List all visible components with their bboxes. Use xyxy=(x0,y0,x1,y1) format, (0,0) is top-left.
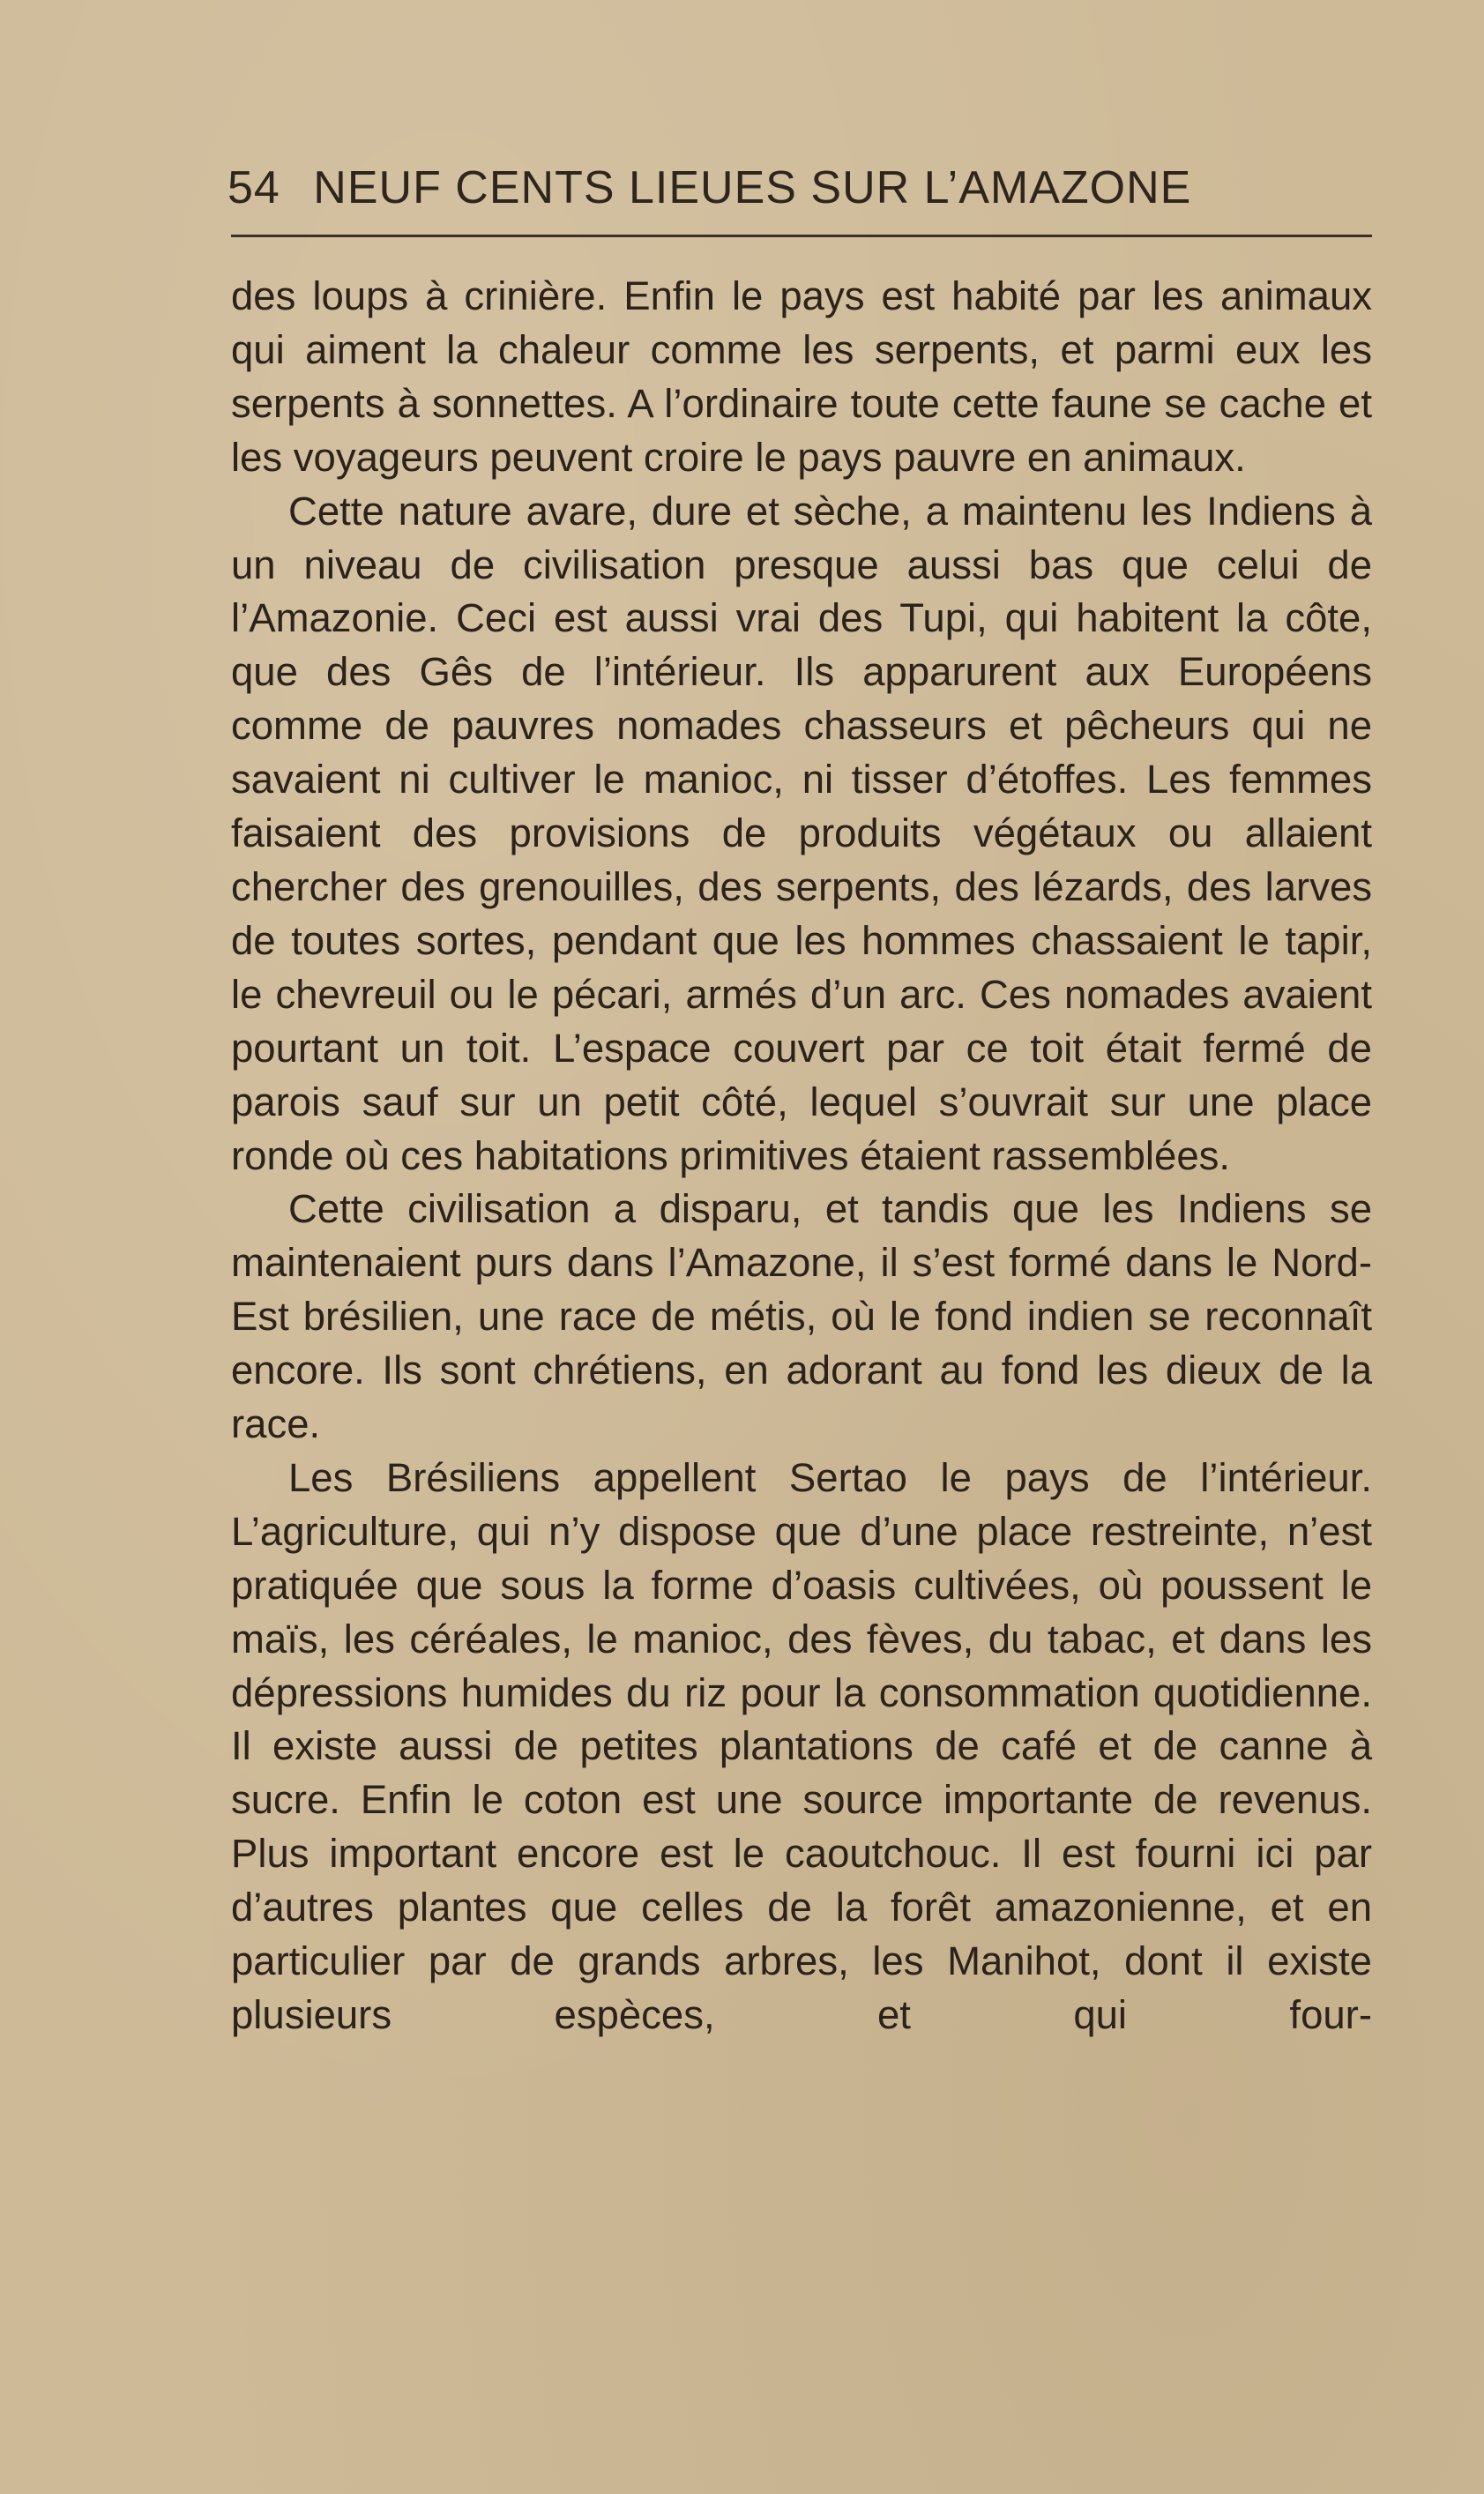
paragraph-4: Les Brésiliens appellent Sertao le pays de l’intérieur. L’agriculture, qui n’y dispose que d’une place restreinte, n’est pratiquée que sous la forme d’oasis cultivées, où poussent le maïs, les céréales, le manioc, des fèves, du tabac, et dans les dépressions humides du riz pour la consommation quotidienne. Il existe aussi de petites plantations de café et de canne à sucre. Enfin le coton est une source importante de revenus. Plus important encore est le caoutchouc. Il est fourni ici par d’autres plantes que celles de la forêt amazonienne, et en particulier par de grands arbres, les Manihot, dont il existe plusieurs espèces, et qui four- xyxy=(231,1454,1372,2037)
paragraph-1: des loups à crinière. Enfin le pays est habité par les animaux qui aiment la chaleur comme les serpents, et parmi eux les serpents à sonnettes. A l’ordinaire toute cette faune se cache et les voyageurs peuvent croire le pays pauvre en animaux. xyxy=(231,273,1372,480)
page-number: 54 xyxy=(227,162,280,213)
paragraph-2: Cette nature avare, dure et sèche, a maintenu les Indiens à un niveau de civilisation presque aussi bas que celui de l’Amazonie. Ceci est aussi vrai des Tupi, qui habitent la côte, que des Gês de l’intérieur. Ils apparurent aux Européens comme de pauvres nomades chasseurs et pêcheurs qui ne savaient ni cultiver le manioc, ni tisser d’étoffes. Les femmes faisaient des provisions de produits végétaux ou allaient chercher des grenouilles, des serpents, des lézards, des larves de toutes sortes, pendant que les hommes chassaient le tapir, le chevreuil ou le pécari, armés d’un arc. Ces nomades avaient pourtant un toit. L’espace couvert par ce toit était fermé de parois sauf sur un petit côté, lequel s’ouvrait sur une place ronde où ces habitations primitives étaient rassemblées. xyxy=(231,488,1372,1178)
running-title: NEUF CENTS LIEUES SUR L’AMAZONE xyxy=(313,162,1192,213)
body-text xyxy=(231,270,1372,2042)
header-rule xyxy=(231,235,1372,237)
page-header xyxy=(227,157,1374,219)
paragraph-3: Cette civilisation a disparu, et tandis que les Indiens se maintenaient purs dans l’Amazone, il s’est formé dans le Nord-Est brésilien, une race de métis, où le fond indien se reconnaît encore. Ils sont chrétiens, en adorant au fond les dieux de la race. xyxy=(231,1186,1372,1447)
